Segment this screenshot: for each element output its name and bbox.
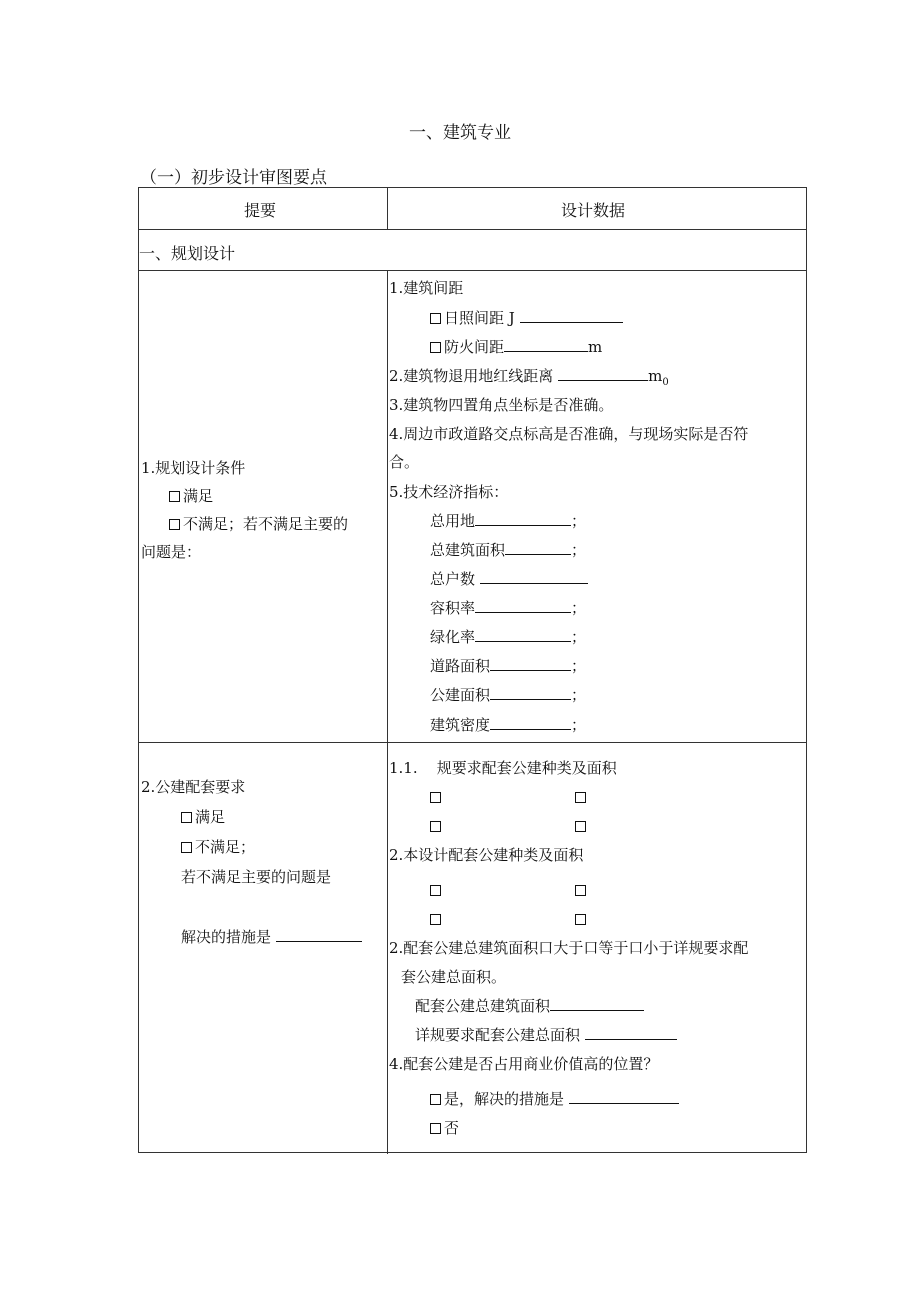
blank-field[interactable] — [480, 570, 588, 584]
r2-area-compare: 2.配套公建总建筑面积口大于口等于口小于详规要求配 — [389, 939, 749, 957]
blank-field[interactable] — [475, 628, 571, 642]
r2-required-total-area: 详规要求配套公建总面积 — [415, 1026, 677, 1044]
r2-commercial-position: 4.配套公建是否占用商业价值高的位置？ — [389, 1055, 659, 1073]
r2-checkbox-a[interactable] — [430, 788, 444, 806]
row1-problem-label: 问题是： — [141, 543, 202, 561]
r1-fire-spacing[interactable]: 防火间距 m — [430, 338, 602, 356]
checkbox-icon — [181, 842, 192, 853]
r2-area-compare-cont: 套公建总面积。 — [401, 968, 507, 986]
row2-problem-label: 若不满足主要的问题是 — [181, 868, 332, 886]
r2-checkbox-c[interactable] — [430, 817, 444, 835]
blank-field[interactable] — [505, 541, 571, 555]
r1-building-spacing: 1.建筑间距 — [389, 279, 464, 297]
header-design-data: 设计数据 — [561, 201, 626, 220]
r2-total-area: 配套公建总建筑面积 — [415, 997, 644, 1015]
indicator-item: 总建筑面积 ； — [430, 541, 587, 559]
checkbox-icon — [575, 914, 586, 925]
r2-checkbox-h[interactable] — [575, 910, 589, 928]
checkbox-icon — [169, 519, 180, 530]
blank-field[interactable] — [490, 657, 571, 671]
table-divider — [387, 188, 388, 229]
table-divider — [387, 270, 388, 1154]
indicator-item: 总用地 ； — [430, 512, 587, 530]
section-title: （一）初步设计审图要点 — [140, 168, 327, 188]
row2-opt-satisfied[interactable]: 满足 — [181, 808, 225, 826]
blank-field[interactable] — [475, 512, 571, 526]
row2-measure: 解决的措施是 — [181, 928, 362, 946]
table-divider — [139, 270, 806, 271]
checkbox-icon — [430, 792, 441, 803]
blank-field[interactable] — [550, 997, 644, 1011]
checkbox-icon — [169, 491, 180, 502]
checkbox-icon — [181, 812, 192, 823]
header-summary: 提要 — [244, 201, 277, 220]
r2-opt-no[interactable]: 否 — [430, 1119, 459, 1137]
r2-opt-yes[interactable]: 是，解决的措施是 — [430, 1090, 679, 1108]
row2-opt-unsatisfied[interactable]: 不满足； — [181, 838, 255, 856]
r2-design-facilities: 2.本设计配套公建种类及面积 — [389, 846, 584, 864]
blank-field[interactable] — [475, 599, 571, 613]
indicator-item: 总户数 — [430, 570, 588, 588]
r2-checkbox-f[interactable] — [575, 881, 589, 899]
indicator-item: 绿化率 ； — [430, 628, 587, 646]
r2-required-facilities: 1.1. 规要求配套公建种类及面积 — [389, 759, 617, 777]
blank-field[interactable] — [569, 1090, 679, 1104]
blank-field[interactable] — [490, 716, 571, 730]
checkbox-icon — [430, 821, 441, 832]
r1-tech-indicators: 5.技术经济指标： — [389, 483, 509, 501]
blank-field[interactable] — [504, 338, 588, 352]
checkbox-icon — [575, 792, 586, 803]
checkbox-icon — [430, 1123, 441, 1134]
indicator-item: 公建面积 ； — [430, 686, 587, 704]
checkbox-icon — [430, 885, 441, 896]
blank-field[interactable] — [520, 309, 623, 323]
indicator-item: 道路面积 ； — [430, 657, 587, 675]
page-title: 一、建筑专业 — [409, 123, 511, 143]
blank-field[interactable] — [276, 928, 362, 942]
checkbox-icon — [430, 1094, 441, 1105]
row2-title: 2.公建配套要求 — [141, 778, 246, 796]
r1-road-elevation: 4.周边市政道路交点标高是否准确，与现场实际是否符 — [389, 425, 749, 443]
review-table — [138, 187, 807, 1153]
table-divider — [139, 742, 806, 743]
indicator-item: 建筑密度 ； — [430, 716, 587, 734]
indicator-item: 容积率 ； — [430, 599, 587, 617]
blank-field[interactable] — [585, 1026, 677, 1040]
r1-sunlight-spacing[interactable]: 日照间距 J — [430, 309, 623, 327]
r2-checkbox-b[interactable] — [575, 788, 589, 806]
r2-checkbox-g[interactable] — [430, 910, 444, 928]
group-title: 一、规划设计 — [139, 244, 236, 263]
checkbox-icon — [575, 821, 586, 832]
checkbox-icon — [430, 342, 441, 353]
checkbox-icon — [575, 885, 586, 896]
r1-corner-coords: 3.建筑物四置角点坐标是否准确。 — [389, 396, 614, 414]
r2-checkbox-e[interactable] — [430, 881, 444, 899]
table-divider — [139, 229, 806, 230]
checkbox-icon — [430, 914, 441, 925]
row1-title: 1.规划设计条件 — [141, 459, 246, 477]
row1-opt-unsatisfied[interactable]: 不满足；若不满足主要的 — [169, 515, 348, 533]
r1-road-elevation-cont: 合。 — [389, 453, 420, 471]
checkbox-icon — [430, 313, 441, 324]
blank-field[interactable] — [490, 686, 571, 700]
blank-field[interactable] — [558, 367, 648, 381]
r2-checkbox-d[interactable] — [575, 817, 589, 835]
row1-opt-satisfied[interactable]: 满足 — [169, 487, 213, 505]
r1-setback-distance: 2.建筑物退用地红线距离 $m_0$ — [389, 367, 669, 388]
